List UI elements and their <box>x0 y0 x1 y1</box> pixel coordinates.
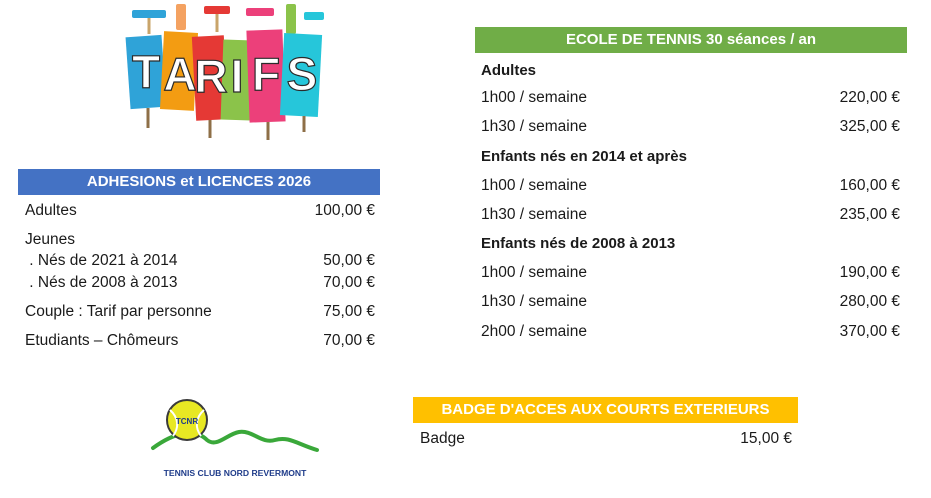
row-label: Etudiants – Chômeurs <box>25 332 179 349</box>
row-label: 1h30 / semaine <box>481 293 587 310</box>
logo-letter-t: T <box>131 46 161 98</box>
row-price: 15,00 € <box>740 430 792 447</box>
row-price: 70,00 € <box>323 332 375 349</box>
badge-row <box>420 430 792 448</box>
row-price: 50,00 € <box>323 252 375 269</box>
row-label: . Nés de 2021 à 2014 <box>25 252 178 269</box>
row-label: 1h30 / semaine <box>481 118 587 135</box>
ecole-row <box>481 206 900 224</box>
row-label: Adultes <box>25 202 77 219</box>
ecole-title: ECOLE DE TENNIS 30 séances / an <box>565 31 817 48</box>
adhesion-row-jeunes-1 <box>25 252 375 270</box>
ecole-row <box>481 293 900 311</box>
tarifs-logo <box>118 2 330 142</box>
ecole-row <box>481 264 900 282</box>
row-label: 1h00 / semaine <box>481 264 587 281</box>
ecole-row <box>481 89 900 107</box>
adhesions-title: ADHESIONS et LICENCES 2026 <box>86 173 312 190</box>
logo-letter-s: S <box>286 48 318 100</box>
row-price: 160,00 € <box>839 177 900 194</box>
ecole-group-heading: Enfants nés de 2008 à 2013 <box>481 235 676 252</box>
adhesion-row-couple <box>25 303 375 321</box>
row-price: 190,00 € <box>839 264 900 281</box>
ecole-row <box>481 323 900 341</box>
ecole-group-heading: Enfants nés en 2014 et après <box>481 148 687 165</box>
adhesions-header <box>18 169 380 195</box>
adhesion-row-adultes <box>25 202 375 220</box>
logo-letter-r: R <box>194 50 228 102</box>
row-price: 220,00 € <box>839 89 900 106</box>
club-logo <box>145 392 325 484</box>
adhesion-jeunes-label: Jeunes <box>25 231 75 248</box>
logo-letter-a: A <box>163 48 197 100</box>
row-price: 75,00 € <box>323 303 375 320</box>
ecole-group-heading: Adultes <box>481 62 537 79</box>
ecole-row <box>481 118 900 136</box>
row-price: 370,00 € <box>839 323 900 340</box>
row-label: Couple : Tarif par personne <box>25 303 212 320</box>
badge-title: BADGE D'ACCES AUX COURTS EXTERIEURS <box>441 401 770 418</box>
row-label: . Nés de 2008 à 2013 <box>25 274 178 291</box>
ecole-row <box>481 177 900 195</box>
tennis-ball-icon <box>167 400 207 440</box>
club-name: TENNIS CLUB NORD REVERMONT <box>163 468 307 478</box>
row-price: 70,00 € <box>323 274 375 291</box>
row-label: Badge <box>420 430 465 447</box>
ball-text: TCNR <box>175 417 199 426</box>
row-price: 100,00 € <box>314 202 375 219</box>
paint-roller-icon <box>132 4 324 34</box>
logo-letter-i: I <box>230 50 244 102</box>
logo-letter-f: F <box>251 48 281 100</box>
badge-header <box>413 397 798 423</box>
row-label: 1h30 / semaine <box>481 206 587 223</box>
row-price: 235,00 € <box>839 206 900 223</box>
row-label: 2h00 / semaine <box>481 323 587 340</box>
row-price: 280,00 € <box>839 293 900 310</box>
adhesion-row-etudiants <box>25 332 375 350</box>
row-label: 1h00 / semaine <box>481 177 587 194</box>
row-price: 325,00 € <box>839 118 900 135</box>
row-label: 1h00 / semaine <box>481 89 587 106</box>
adhesion-row-jeunes-2 <box>25 274 375 292</box>
ecole-header <box>475 27 907 53</box>
